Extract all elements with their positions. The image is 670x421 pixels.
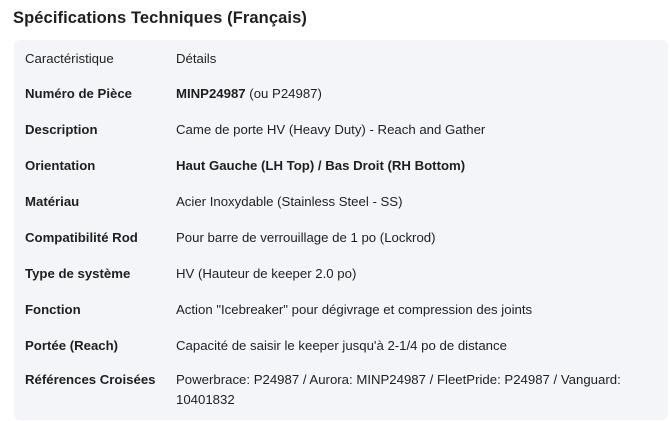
row-value-text: Powerbrace: P24987 / Aurora: MINP24987 / FleetPride: P24987 / Vanguard: 10401832: [176, 372, 621, 407]
table-row: [14, 148, 668, 184]
row-key: Orientation: [25, 158, 96, 173]
row-value-bold: Haut Gauche (LH Top) / Bas Droit (RH Bottom): [176, 158, 466, 173]
row-key: Numéro de Pièce: [25, 86, 133, 101]
row-value: [176, 328, 668, 364]
row-key: Références Croisées: [25, 372, 156, 387]
row-value-text: HV (Hauteur de keeper 2.0 po): [176, 266, 357, 281]
table-row: [14, 292, 668, 328]
row-value: [176, 112, 668, 148]
row-value: [176, 364, 668, 421]
table-row: [14, 184, 668, 220]
row-value-text: Capacité de saisir le keeper jusqu'à 2-1/4 po de distance: [176, 338, 507, 353]
row-key: Compatibilité Rod: [25, 230, 138, 245]
row-key: Fonction: [25, 302, 81, 317]
table-row: [14, 112, 668, 148]
table-row: [14, 256, 668, 292]
table-row: [14, 364, 668, 421]
table-row: [14, 76, 668, 112]
row-key: Portée (Reach): [25, 338, 119, 353]
row-value: [176, 148, 668, 184]
header-key: Caractéristique: [25, 51, 114, 66]
row-value-text: Came de porte HV (Heavy Duty) - Reach and Gather: [176, 122, 486, 137]
row-value-bold: MINP24987: [176, 86, 246, 101]
spec-table: [14, 40, 668, 421]
header-value: Détails: [176, 51, 217, 66]
page-title: Spécifications Techniques (Français): [13, 9, 307, 27]
row-value: [176, 184, 668, 220]
table-row: [14, 220, 668, 256]
row-value-text: Acier Inoxydable (Stainless Steel - SS): [176, 194, 403, 209]
row-key: Type de système: [25, 266, 131, 281]
row-value-text: (ou P24987): [245, 86, 322, 101]
row-value: [176, 292, 668, 328]
row-value: [176, 220, 668, 256]
row-value-text: Action "Icebreaker" pour dégivrage et compression des joints: [176, 302, 533, 317]
row-value: [176, 256, 668, 292]
spec-table-container: [14, 40, 668, 420]
table-row: [14, 328, 668, 364]
row-value: [176, 76, 668, 112]
row-key: Matériau: [25, 194, 80, 209]
row-value-text: Pour barre de verrouillage de 1 po (Lockrod): [176, 230, 436, 245]
row-key: Description: [25, 122, 98, 137]
table-header-row: [14, 40, 668, 76]
